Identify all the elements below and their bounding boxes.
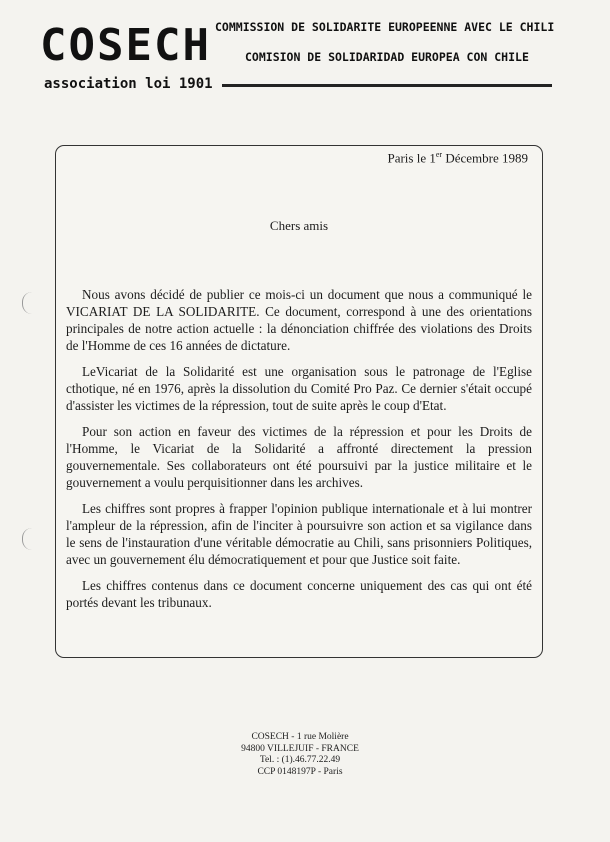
address-block — [200, 732, 400, 778]
header-rule — [222, 84, 552, 87]
letter-date: Paris le 1er Décembre 1989 — [387, 150, 528, 166]
letter-body — [66, 286, 532, 620]
letter-greeting: Chers amis — [269, 218, 329, 233]
footer-city: 94800 VILLEJUIF - FRANCE — [241, 743, 359, 754]
title-spanish: COMISION DE SOLIDARIDAD EUROPEA CON CHILE — [245, 50, 529, 64]
punch-hole — [22, 528, 33, 550]
paragraph: Les chiffres sont propres à frapper l'opinion publique internationale et à lui montrer l'ampleur de la répression, afin de l'inciter à poursuivre son action et sa vigilance dans le sens de l'instauration d'une véritable démocratie au Chili, sans prisonniers Politiques, avec un gouvernement élu démocratiquement et pour que Justice soit faite. — [66, 501, 532, 567]
cosech-logo: COSECH — [40, 20, 211, 71]
association-label: association loi 1901 — [44, 76, 213, 92]
letter-frame — [55, 145, 543, 658]
paragraph: Nous avons décidé de publier ce mois-ci un document que nous a communiqué le VICARIAT DE LA SOLIDARITE. Ce document, correspond à une des orientations principales de notre action actuelle : la dénonciation chiffrée des violations des Droits de l'Homme de ces 16 années de dictature. — [66, 287, 532, 353]
footer-name: COSECH - 1 rue Molière — [251, 732, 349, 742]
punch-hole — [22, 292, 33, 314]
paragraph: LeVicariat de la Solidarité est une organisation sous le patronage de l'Eglise cthotique, né en 1976, après la dissolution du Comité Pro Paz. Ce dernier s'était occupé d'assister les victimes de la répression, tout de suite après le coup d'Etat. — [66, 364, 532, 413]
footer-tel: Tel. : (1).46.77.22.49 — [259, 755, 341, 765]
paragraph: Les chiffres contenus dans ce document concerne uniquement des cas qui ont été portés devant les tribunaux. — [66, 578, 532, 610]
footer-ccp: CCP 0148197P - Paris — [257, 766, 343, 777]
title-french: COMMISSION DE SOLIDARITE EUROPEENNE AVEC LE CHILI — [215, 20, 555, 34]
paragraph: Pour son action en faveur des victimes de la répression et pour les Droits de l'Homme, le Vicariat de la Solidarité a affronté directement la pression gouvernementale. Ses collaborateurs ont été poursuivi par la justice militaire et le gouvernement a voulu perquisitionner dans les archives. — [66, 424, 532, 490]
